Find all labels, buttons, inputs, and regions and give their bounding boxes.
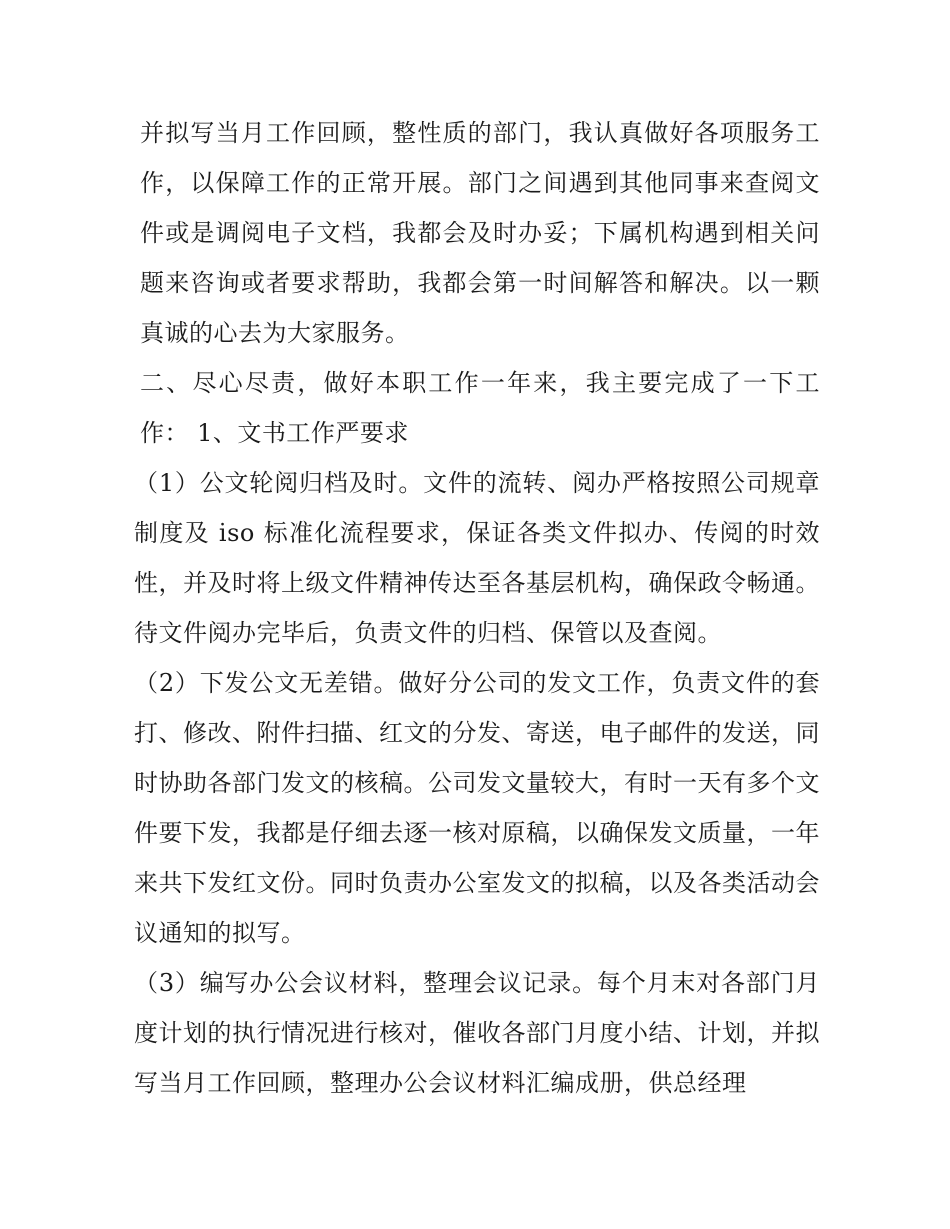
paragraph-service-work: 并拟写当月工作回顾，整性质的部门，我认真做好各项服务工作，以保障工作的正常开展。部门之间遇到其他同事来查阅文件或是调阅电子文档，我都会及时办妥；下属机构遇到相关问题来咨询或者要求帮助，我都会第一时间解答和解决。以一颗真诚的心去为大家服务。 [140,119,820,347]
paragraph-item-3-meeting-materials: （3）编写办公会议材料，整理会议记录。每个月末对各部门月度计划的执行情况进行核对，催收各部门月度小结、计划，并拟写当月工作回顾，整理办公会议材料汇编成册，供总经理 [134,969,820,1097]
document-body [134,108,820,1108]
paragraph-item-2-issuing-documents: （2）下发公文无差错。做好分公司的发文工作，负责文件的套打、修改、附件扫描、红文的分发、寄送，电子邮件的发送，同时协助各部门发文的核稿。公司发文量较大，有时一天有多个文件要下发，我都是仔细去逐一核对原稿，以确保发文质量，一年来共下发红文份。同时负责办公室发文的拟稿，以及各类活动会议通知的拟写。 [134,669,820,947]
paragraph-item-1-document-circulation: （1）公文轮阅归档及时。文件的流转、阅办严格按照公司规章制度及 iso 标准化流程要求，保证各类文件拟办、传阅的时效性，并及时将上级文件精神传达至各基层机构，确保政令畅通。待文件阅办完毕后，负责文件的归档、保管以及查阅。 [134,469,820,647]
paragraph-section-two-heading: 二、尽心尽责，做好本职工作一年来，我主要完成了一下工作： 1、文书工作严要求 [140,369,820,447]
